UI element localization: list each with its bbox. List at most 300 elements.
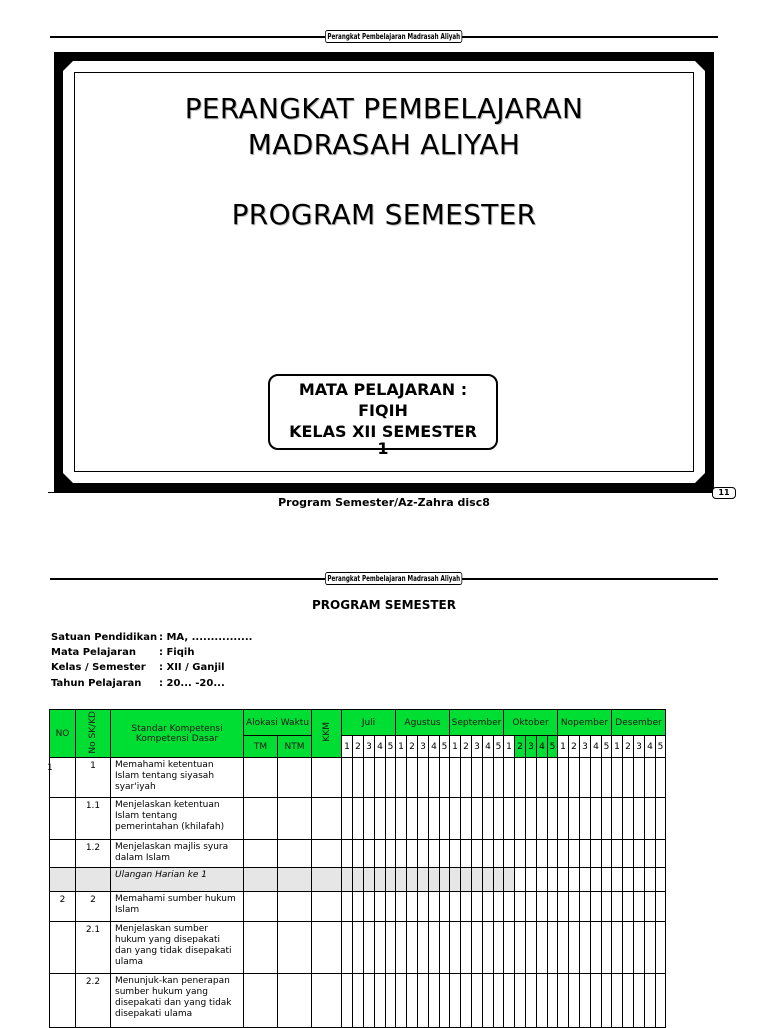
row-marker: 1: [47, 763, 53, 773]
week-cell: [342, 868, 353, 892]
week-cell: [645, 840, 656, 868]
week-cell: [440, 798, 450, 840]
row-no: [50, 798, 76, 840]
week-number: 2: [623, 736, 634, 758]
week-cell: [342, 840, 353, 868]
week-cell: [537, 922, 548, 974]
header-month: Nopember: [558, 710, 612, 736]
meta-label: Satuan Pendidikan: [51, 632, 158, 643]
cover-title-line3: PROGRAM SEMESTER: [231, 198, 537, 231]
week-number: 1: [558, 736, 569, 758]
week-cell: [429, 758, 440, 798]
table-row: [50, 868, 666, 892]
week-cell: [515, 840, 526, 868]
week-cell: [526, 922, 537, 974]
week-cell: [591, 868, 602, 892]
week-cell: [418, 798, 429, 840]
week-cell: [591, 922, 602, 974]
row-kkm: [312, 922, 342, 974]
week-cell: [364, 798, 375, 840]
header-tag-page2: Perangkat Pembelajaran Madrasah Aliyah: [325, 572, 463, 585]
week-cell: [591, 974, 602, 1028]
subject-line4: 1: [377, 439, 389, 458]
week-cell: [580, 922, 591, 974]
week-cell: [418, 922, 429, 974]
week-cell: [429, 892, 440, 922]
week-cell: [342, 922, 353, 974]
row-kkm: [312, 892, 342, 922]
week-cell: [353, 892, 364, 922]
week-cell: [537, 974, 548, 1028]
row-no: [50, 758, 76, 798]
week-cell: [645, 758, 656, 798]
week-cell: [558, 798, 569, 840]
week-cell: [418, 840, 429, 868]
week-cell: [375, 868, 386, 892]
table-row: [50, 922, 666, 974]
week-cell: [375, 840, 386, 868]
week-cell: [548, 922, 558, 974]
week-cell: [656, 922, 666, 974]
table-row: [50, 892, 666, 922]
week-cell: [656, 798, 666, 840]
week-cell: [612, 922, 623, 974]
header-ntm: NTM: [278, 736, 312, 758]
week-cell: [353, 974, 364, 1028]
week-number: 2: [569, 736, 580, 758]
week-cell: [461, 922, 472, 974]
week-cell: [375, 922, 386, 974]
week-number: 2: [407, 736, 418, 758]
week-number: 2: [461, 736, 472, 758]
table-row: [50, 840, 666, 868]
week-cell: [483, 840, 494, 868]
week-number: 5: [656, 736, 666, 758]
week-cell: [407, 974, 418, 1028]
week-number: 2: [353, 736, 364, 758]
week-number: 4: [537, 736, 548, 758]
week-cell: [407, 892, 418, 922]
week-cell: [494, 974, 504, 1028]
week-cell: [537, 868, 548, 892]
row-kkm: [312, 798, 342, 840]
week-cell: [364, 758, 375, 798]
week-cell: [342, 798, 353, 840]
row-no: [50, 840, 76, 868]
meta-value: : MA, ................: [159, 632, 253, 643]
page-title: PROGRAM SEMESTER: [312, 598, 456, 612]
week-cell: [375, 758, 386, 798]
row-ntm: [278, 840, 312, 868]
header-month: Agustus: [396, 710, 450, 736]
week-number: 4: [645, 736, 656, 758]
week-cell: [353, 922, 364, 974]
week-cell: [623, 840, 634, 868]
week-cell: [396, 892, 407, 922]
week-cell: [440, 868, 450, 892]
week-cell: [537, 892, 548, 922]
week-cell: [472, 758, 483, 798]
program-semester-table: [49, 709, 666, 1028]
header-kkm-label: KKM: [321, 722, 332, 742]
week-cell: [612, 798, 623, 840]
week-cell: [418, 868, 429, 892]
week-cell: [450, 868, 461, 892]
week-cell: [656, 892, 666, 922]
week-cell: [602, 758, 612, 798]
week-number: 4: [375, 736, 386, 758]
week-cell: [407, 798, 418, 840]
week-cell: [440, 892, 450, 922]
week-cell: [634, 840, 645, 868]
footer-text: Program Semester/Az-Zahra disc8: [278, 496, 490, 509]
week-cell: [353, 758, 364, 798]
row-ntm: [278, 892, 312, 922]
week-cell: [526, 758, 537, 798]
week-cell: [591, 798, 602, 840]
meta-row-3: [51, 662, 225, 673]
week-cell: [504, 840, 515, 868]
week-cell: [429, 974, 440, 1028]
week-cell: [375, 892, 386, 922]
row-tm: [244, 840, 278, 868]
header-alokasi: Alokasi Waktu: [244, 710, 312, 736]
week-cell: [612, 840, 623, 868]
week-cell: [580, 758, 591, 798]
row-sk: 2.1: [76, 922, 111, 974]
row-desc: Menunjuk-kan penerapan sumber hukum yang disepakati dan yang tidak disepakati ulama: [111, 974, 244, 1028]
header-kkm: [312, 710, 342, 758]
row-kkm: [312, 974, 342, 1028]
table-header-row-1: [50, 710, 666, 736]
meta-row-2: [51, 647, 194, 658]
header-standar: Standar Kompetensi Kompetensi Dasar: [111, 710, 244, 758]
week-cell: [386, 922, 396, 974]
week-cell: [364, 840, 375, 868]
week-cell: [407, 758, 418, 798]
week-cell: [515, 798, 526, 840]
week-cell: [580, 840, 591, 868]
week-cell: [526, 868, 537, 892]
week-cell: [602, 892, 612, 922]
week-cell: [504, 892, 515, 922]
header-month: Juli: [342, 710, 396, 736]
row-desc: Ulangan Harian ke 1: [111, 868, 244, 892]
week-cell: [504, 922, 515, 974]
cover-title-line1: PERANGKAT PEMBELAJARAN: [184, 92, 584, 125]
week-cell: [418, 892, 429, 922]
week-cell: [440, 758, 450, 798]
week-cell: [396, 922, 407, 974]
row-ntm: [278, 758, 312, 798]
week-cell: [386, 758, 396, 798]
week-cell: [418, 974, 429, 1028]
week-number: 1: [342, 736, 353, 758]
week-cell: [548, 868, 558, 892]
row-no: 2: [50, 892, 76, 922]
footer-rule: [48, 492, 718, 493]
week-cell: [634, 868, 645, 892]
row-sk: 2.2: [76, 974, 111, 1028]
meta-row-1: [51, 632, 252, 643]
week-cell: [591, 840, 602, 868]
week-cell: [569, 892, 580, 922]
header-tm: TM: [244, 736, 278, 758]
week-cell: [461, 758, 472, 798]
row-desc: Menjelaskan ketentuan Islam tentang pemerintahan (khilafah): [111, 798, 244, 840]
week-cell: [461, 868, 472, 892]
week-cell: [569, 798, 580, 840]
week-cell: [558, 868, 569, 892]
week-cell: [494, 892, 504, 922]
week-number: 1: [396, 736, 407, 758]
week-cell: [450, 840, 461, 868]
header-no-sk: [76, 710, 111, 758]
week-cell: [515, 868, 526, 892]
week-cell: [526, 892, 537, 922]
week-cell: [483, 892, 494, 922]
week-cell: [450, 798, 461, 840]
week-number: 4: [483, 736, 494, 758]
week-number: 3: [634, 736, 645, 758]
week-cell: [386, 798, 396, 840]
week-number: 3: [526, 736, 537, 758]
week-cell: [364, 922, 375, 974]
week-cell: [472, 840, 483, 868]
row-ntm: [278, 798, 312, 840]
meta-label: Tahun Pelajaran: [51, 678, 142, 689]
week-cell: [515, 922, 526, 974]
week-cell: [612, 974, 623, 1028]
meta-row-4: [51, 678, 225, 689]
header-month: Oktober: [504, 710, 558, 736]
header-month: September: [450, 710, 504, 736]
week-cell: [548, 758, 558, 798]
week-cell: [612, 892, 623, 922]
meta-value: : 20... -20...: [159, 678, 225, 689]
week-number: 5: [494, 736, 504, 758]
week-cell: [623, 892, 634, 922]
week-cell: [537, 840, 548, 868]
week-number: 1: [504, 736, 515, 758]
meta-value: : XII / Ganjil: [159, 662, 225, 673]
week-cell: [450, 922, 461, 974]
week-cell: [396, 840, 407, 868]
week-cell: [645, 868, 656, 892]
row-sk: 2: [76, 892, 111, 922]
week-cell: [472, 892, 483, 922]
week-cell: [602, 922, 612, 974]
week-cell: [548, 798, 558, 840]
week-cell: [515, 758, 526, 798]
week-cell: [537, 758, 548, 798]
row-desc: Memahami ketentuan Islam tentang siyasah syar'iyah: [111, 758, 244, 798]
row-tm: [244, 868, 278, 892]
week-cell: [569, 840, 580, 868]
header-month: Desember: [612, 710, 666, 736]
week-cell: [580, 892, 591, 922]
week-cell: [386, 868, 396, 892]
week-cell: [656, 974, 666, 1028]
week-cell: [645, 798, 656, 840]
week-cell: [569, 922, 580, 974]
week-cell: [494, 868, 504, 892]
week-cell: [602, 868, 612, 892]
week-cell: [364, 892, 375, 922]
week-cell: [472, 798, 483, 840]
week-cell: [634, 892, 645, 922]
week-cell: [472, 868, 483, 892]
week-cell: [515, 892, 526, 922]
week-cell: [558, 922, 569, 974]
row-tm: [244, 974, 278, 1028]
week-cell: [483, 868, 494, 892]
week-cell: [504, 868, 515, 892]
week-number: 1: [450, 736, 461, 758]
week-cell: [461, 840, 472, 868]
week-number: 3: [580, 736, 591, 758]
week-cell: [407, 840, 418, 868]
week-cell: [526, 798, 537, 840]
week-cell: [602, 840, 612, 868]
cover-title-line2: MADRASAH ALIYAH: [247, 128, 521, 161]
week-cell: [569, 974, 580, 1028]
week-cell: [504, 798, 515, 840]
week-cell: [429, 868, 440, 892]
week-cell: [461, 892, 472, 922]
header-no-sk-label: No SK/KD: [88, 710, 98, 754]
week-cell: [634, 974, 645, 1028]
week-cell: [472, 922, 483, 974]
row-ntm: [278, 868, 312, 892]
table-row: [50, 974, 666, 1028]
week-cell: [386, 892, 396, 922]
week-cell: [526, 840, 537, 868]
row-no: [50, 974, 76, 1028]
week-cell: [342, 758, 353, 798]
meta-label: Mata Pelajaran: [51, 647, 136, 658]
table-row: [50, 798, 666, 840]
week-cell: [548, 974, 558, 1028]
week-cell: [342, 974, 353, 1028]
row-sk: [76, 868, 111, 892]
week-cell: [569, 868, 580, 892]
row-sk: 1.1: [76, 798, 111, 840]
week-cell: [364, 974, 375, 1028]
week-cell: [580, 974, 591, 1028]
week-number: 2: [515, 736, 526, 758]
week-cell: [450, 758, 461, 798]
week-cell: [504, 974, 515, 1028]
week-cell: [548, 840, 558, 868]
week-cell: [364, 868, 375, 892]
row-sk: 1.2: [76, 840, 111, 868]
week-cell: [353, 840, 364, 868]
week-cell: [386, 840, 396, 868]
week-cell: [645, 892, 656, 922]
week-cell: [472, 974, 483, 1028]
row-tm: [244, 798, 278, 840]
week-cell: [342, 892, 353, 922]
week-cell: [580, 798, 591, 840]
row-desc: Menjelaskan sumber hukum yang disepakati dan yang tidak disepakati ulama: [111, 922, 244, 974]
week-cell: [353, 868, 364, 892]
week-cell: [656, 868, 666, 892]
meta-value: : Fiqih: [159, 647, 195, 658]
week-cell: [440, 974, 450, 1028]
row-desc: Menjelaskan majlis syura dalam Islam: [111, 840, 244, 868]
week-number: 3: [418, 736, 429, 758]
week-cell: [558, 974, 569, 1028]
week-cell: [504, 758, 515, 798]
week-cell: [526, 974, 537, 1028]
table-row: [50, 758, 666, 798]
week-cell: [494, 758, 504, 798]
row-tm: [244, 922, 278, 974]
week-cell: [450, 974, 461, 1028]
week-cell: [396, 868, 407, 892]
subject-line2: FIQIH: [358, 401, 408, 420]
week-number: 3: [364, 736, 375, 758]
week-cell: [483, 974, 494, 1028]
week-cell: [623, 798, 634, 840]
week-cell: [602, 798, 612, 840]
week-cell: [656, 758, 666, 798]
week-number: 4: [429, 736, 440, 758]
row-ntm: [278, 974, 312, 1028]
week-cell: [483, 798, 494, 840]
week-cell: [558, 758, 569, 798]
subject-line1: MATA PELAJARAN :: [298, 380, 468, 399]
week-cell: [634, 758, 645, 798]
week-cell: [407, 868, 418, 892]
row-no: [50, 922, 76, 974]
week-cell: [407, 922, 418, 974]
week-cell: [612, 868, 623, 892]
week-number: 3: [472, 736, 483, 758]
week-cell: [623, 974, 634, 1028]
week-cell: [483, 758, 494, 798]
week-cell: [515, 974, 526, 1028]
week-number: 5: [386, 736, 396, 758]
week-cell: [450, 892, 461, 922]
week-number: 5: [602, 736, 612, 758]
row-kkm: [312, 868, 342, 892]
week-cell: [461, 974, 472, 1028]
week-cell: [494, 840, 504, 868]
week-cell: [440, 840, 450, 868]
week-cell: [623, 758, 634, 798]
row-desc: Memahami sumber hukum Islam: [111, 892, 244, 922]
week-cell: [645, 974, 656, 1028]
week-cell: [612, 758, 623, 798]
week-cell: [591, 758, 602, 798]
week-cell: [429, 840, 440, 868]
week-cell: [396, 758, 407, 798]
week-cell: [558, 840, 569, 868]
week-cell: [602, 974, 612, 1028]
row-no: [50, 868, 76, 892]
row-kkm: [312, 758, 342, 798]
week-number: 1: [612, 736, 623, 758]
row-sk: 1: [76, 758, 111, 798]
week-cell: [548, 892, 558, 922]
week-cell: [634, 798, 645, 840]
week-cell: [656, 840, 666, 868]
week-number: 5: [548, 736, 558, 758]
week-cell: [353, 798, 364, 840]
week-cell: [623, 868, 634, 892]
